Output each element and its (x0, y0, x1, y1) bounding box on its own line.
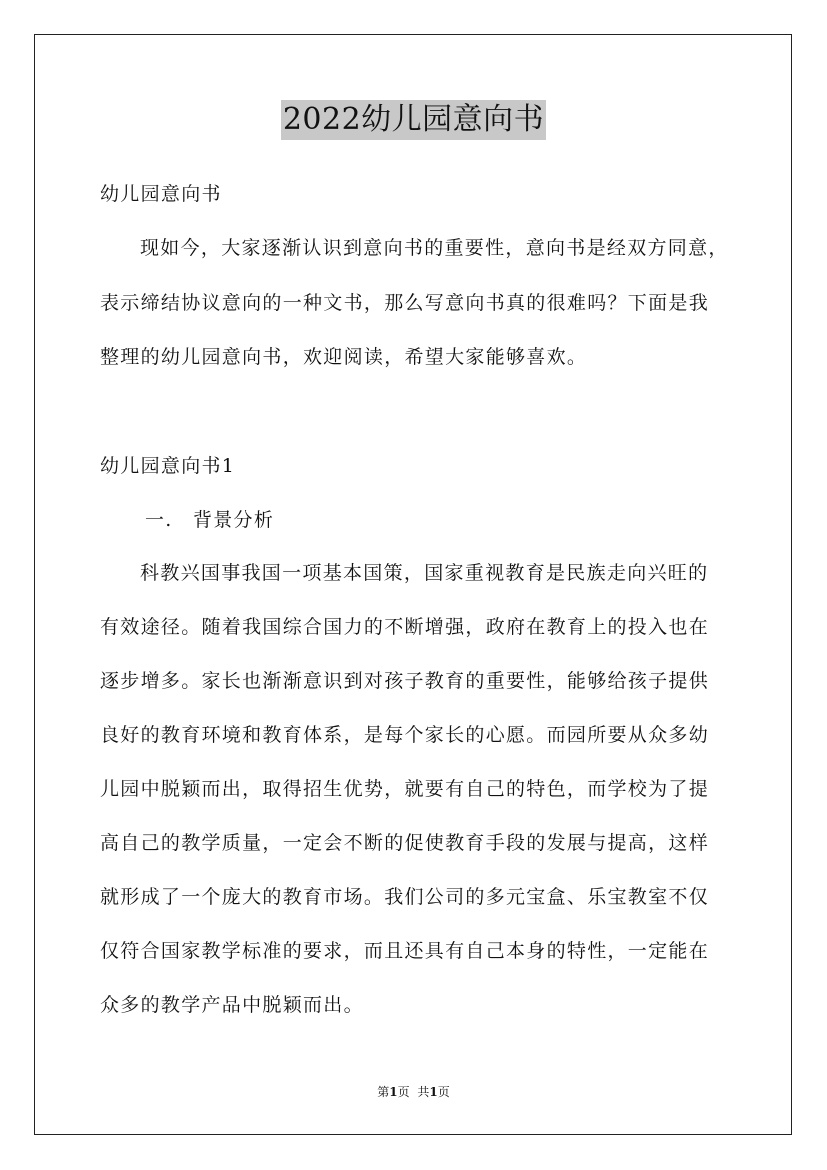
body-line: 高自己的教学质量，一定会不断的促使教育手段的发展与提高，这样 (100, 832, 710, 854)
page-prefix: 第 (377, 1085, 390, 1099)
body-line: 良好的教育环境和教育体系，是每个家长的心愿。而园所要从众多幼 (100, 724, 710, 746)
document-title: 2022幼儿园意向书 (281, 100, 546, 140)
section-heading: 一. 背景分析 (145, 509, 275, 531)
body-line: 仅符合国家教学标准的要求，而且还具有自己本身的特性，一定能在 (100, 940, 710, 962)
section-title: 幼儿园意向书1 (100, 455, 236, 477)
body-line: 众多的教学产品中脱颖而出。 (100, 994, 364, 1016)
body-line: 儿园中脱颖而出，取得招生优势，就要有自己的特色，而学校为了提 (100, 778, 710, 800)
body-line: 逐步增多。家长也渐渐意识到对孩子教育的重要性，能够给孩子提供 (100, 670, 710, 692)
body-line: 有效途径。随着我国综合国力的不断增强，政府在教育上的投入也在 (100, 616, 710, 638)
total-suffix: 页 (437, 1085, 450, 1099)
title-container (0, 100, 827, 140)
page-suffix: 页 (397, 1085, 410, 1099)
intro-line: 现如今，大家逐渐认识到意向书的重要性，意向书是经双方同意， (140, 237, 729, 259)
page-current: 1 (389, 1085, 398, 1099)
intro-line: 表示缔结协议意向的一种文书，那么写意向书真的很难吗？下面是我 (100, 292, 710, 314)
page-total: 1 (429, 1085, 438, 1099)
page-footer (0, 1084, 827, 1100)
body-line: 科教兴国事我国一项基本国策，国家重视教育是民族走向兴旺的 (140, 562, 709, 584)
total-prefix: 共 (417, 1085, 430, 1099)
intro-line: 整理的幼儿园意向书，欢迎阅读，希望大家能够喜欢。 (100, 346, 588, 368)
body-line: 就形成了一个庞大的教育市场。我们公司的多元宝盒、乐宝教室不仅 (100, 886, 710, 908)
document-subtitle: 幼儿园意向书 (100, 183, 222, 205)
